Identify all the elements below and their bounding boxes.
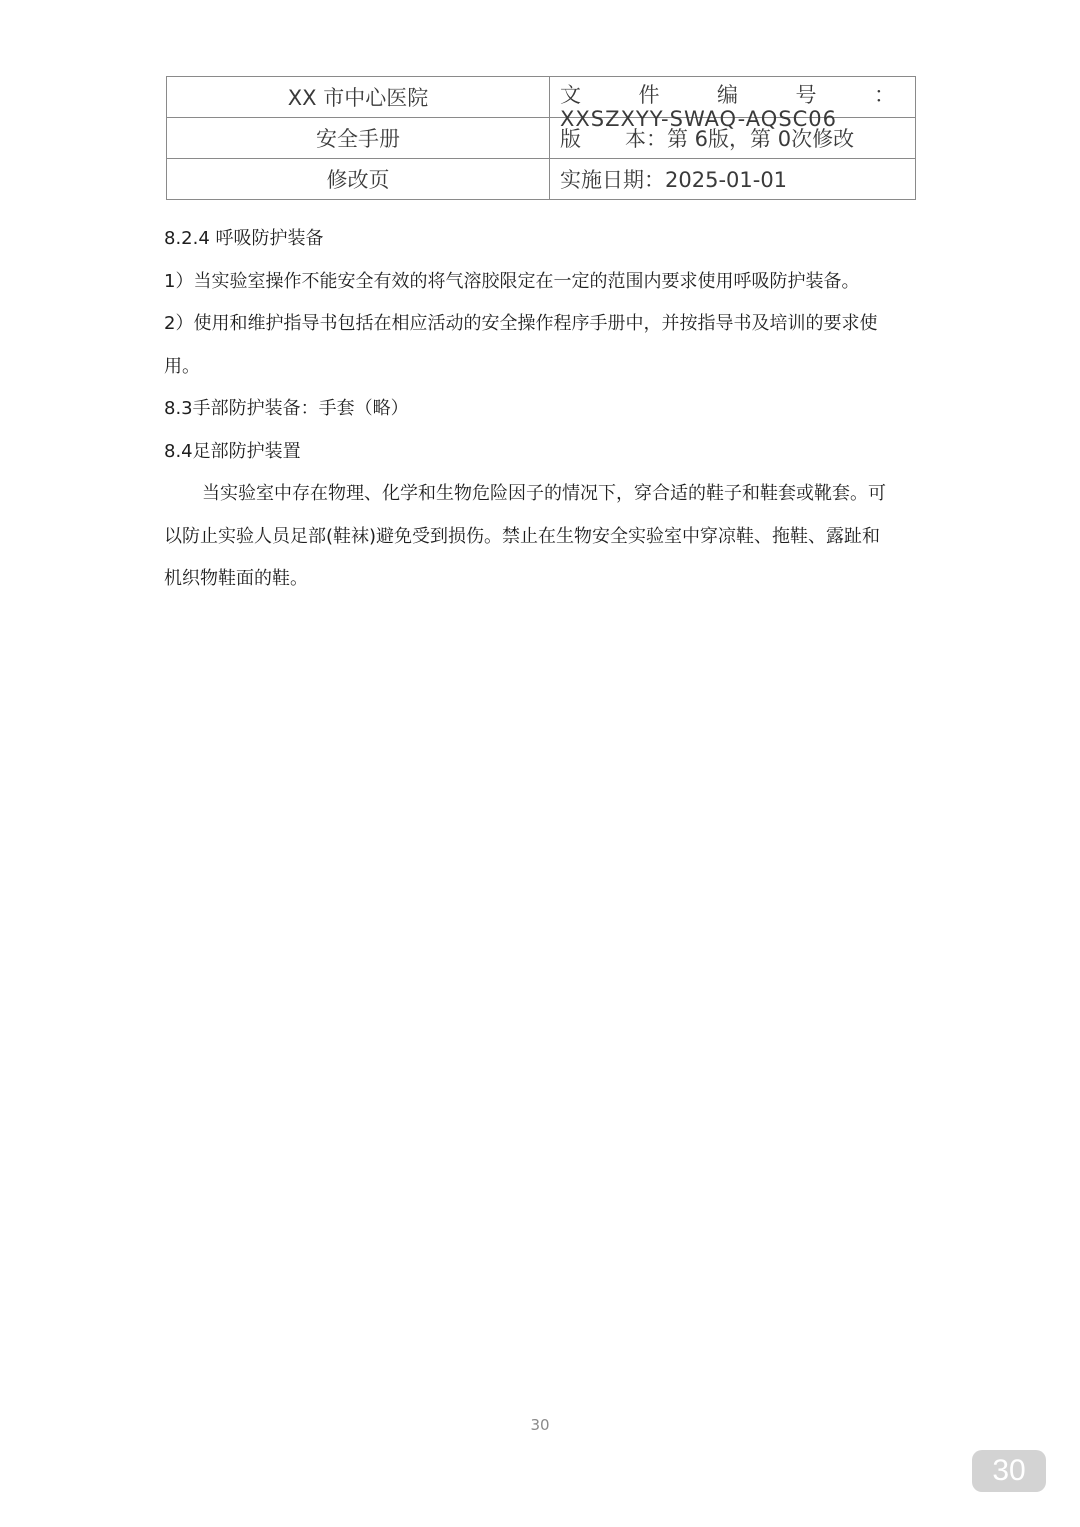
page-number: 30 [530,1416,550,1434]
list-item-2-line-2: 用。 [164,355,200,377]
document-body [164,218,920,601]
section-heading-8-3: 8.3手部防护装备：手套（略） [164,398,409,419]
document-number-label [560,79,895,109]
header-row-1 [167,77,916,118]
revision-page-label: 修改页 [167,159,550,200]
document-header-table [166,76,916,200]
list-item-2-line-1: 2）使用和维护指导书包括在相应活动的安全操作程序手册中，并按指导书及培训的要求使 [164,313,878,334]
doc-no-label-char: ： [874,83,895,107]
paragraph-line-2: 以防止实验人员足部(鞋袜)避免受到损伤。禁止在生物安全实验室中穿凉鞋、拖鞋、露趾和 [164,525,881,547]
document-number-cell [550,77,916,131]
doc-no-label-char: 件 [638,83,660,107]
doc-no-label-char: 号 [795,83,817,107]
document-number-value: XXSZXYY-SWAQ-AQSC06 [560,107,838,131]
version-label: 版 [560,127,581,151]
paragraph-line-3: 机织物鞋面的鞋。 [164,568,308,589]
manual-title: 安全手册 [167,118,550,159]
header-row-3 [167,159,916,200]
hospital-name: XX 市中心医院 [167,77,550,118]
doc-no-label-char: 编 [717,83,738,107]
effective-date: 实施日期：2025-01-01 [550,159,916,200]
section-heading-8-4: 8.4足部防护装置 [164,440,301,462]
doc-no-label-char: 文 [560,83,581,107]
page-number-badge: 30 [972,1450,1046,1492]
version-value: 本：第 6版，第 0次修改 [625,127,855,151]
paragraph-line-1: 当实验室中存在物理、化学和生物危险因子的情况下，穿合适的鞋子和鞋套或靴套。可 [202,483,886,504]
list-item-1: 1）当实验室操作不能安全有效的将气溶胶限定在一定的范围内要求使用呼吸防护装备。 [164,270,860,292]
section-heading-8-2-4: 8.2.4 呼吸防护装备 [164,228,324,249]
